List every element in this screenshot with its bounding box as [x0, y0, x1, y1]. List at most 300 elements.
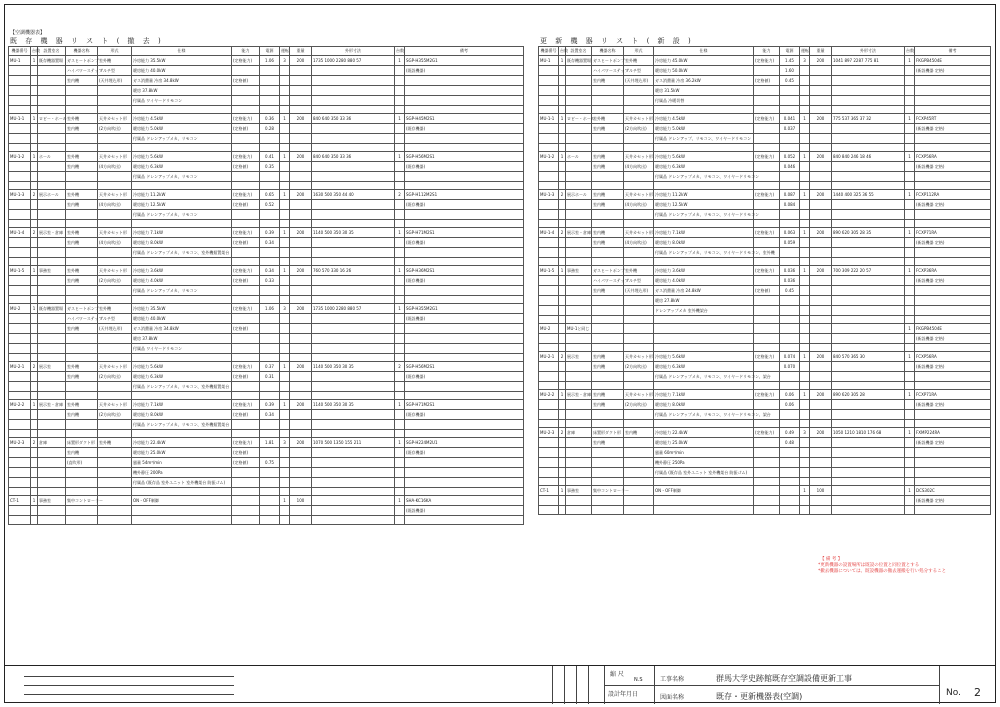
table-cell [780, 134, 800, 144]
table-cell [559, 76, 566, 86]
table-cell: 室外機 [66, 362, 98, 372]
column-header: 能力 [232, 47, 260, 56]
table-cell [290, 200, 312, 210]
spacer-cell [9, 516, 31, 525]
table-row [9, 468, 524, 478]
table-cell [754, 200, 780, 210]
table-cell: (定格値) [232, 324, 260, 334]
table-row [9, 162, 524, 172]
table-cell: FCXP36RA [915, 266, 991, 276]
table-cell: FCXP56RA [915, 152, 991, 162]
group-spacer [9, 258, 524, 266]
table-cell [592, 210, 624, 220]
spacer-cell [915, 220, 991, 228]
table-cell: 暖房能力 6.3kW [654, 362, 754, 372]
table-cell: (定格能力) [232, 362, 260, 372]
spacer-cell [232, 220, 260, 228]
spacer-cell [31, 354, 38, 362]
spacer-cell [312, 430, 395, 438]
spacer-cell [98, 392, 132, 400]
table-cell: 200 [810, 152, 832, 162]
spacer-cell [132, 220, 232, 228]
table-cell [592, 448, 624, 458]
table-cell [280, 314, 290, 324]
project-name: 群馬大学史跡館既存空調設備更新工事 [716, 674, 852, 683]
table-cell [800, 334, 810, 344]
table-cell: 1 [280, 266, 290, 276]
table-cell: 0.36 [260, 114, 280, 124]
table-row [539, 200, 991, 210]
table-cell [232, 334, 260, 344]
spacer-cell [38, 430, 66, 438]
table-cell: 天井カセット形 [624, 190, 654, 200]
table-cell [592, 496, 624, 506]
spacer-cell [810, 144, 832, 152]
table-cell: SGP-H224M2U1 [405, 438, 524, 448]
table-cell [800, 210, 810, 220]
table-cell [9, 334, 31, 344]
spacer-cell [66, 258, 98, 266]
spacer-cell [566, 420, 592, 428]
table-cell [592, 296, 624, 306]
table-cell [754, 296, 780, 306]
table-cell: 暖房能力 12.5kW [654, 200, 754, 210]
table-cell [566, 458, 592, 468]
table-cell [9, 162, 31, 172]
table-cell [260, 506, 280, 516]
table-cell [559, 248, 566, 258]
table-cell: 3 [800, 56, 810, 66]
column-header: 形式 [624, 47, 654, 56]
table-cell [232, 382, 260, 392]
table-cell [395, 162, 405, 172]
table-cell [395, 76, 405, 86]
table-cell [38, 210, 66, 220]
table-cell: 1630 500 350 44 40 [312, 190, 395, 200]
table-cell: 1.06 [260, 304, 280, 314]
spacer-cell [810, 182, 832, 190]
table-row [539, 248, 991, 258]
table-cell [98, 420, 132, 430]
spacer-cell [38, 354, 66, 362]
table-cell [31, 506, 38, 516]
table-cell [915, 86, 991, 96]
table-row [539, 152, 991, 162]
table-cell [559, 296, 566, 306]
table-cell [405, 172, 524, 182]
table-cell [31, 124, 38, 134]
spacer-cell [260, 392, 280, 400]
table-cell: (定格能力) [754, 190, 780, 200]
table-cell [810, 162, 832, 172]
spacer-cell [260, 182, 280, 190]
table-cell [832, 334, 905, 344]
spacer-cell [9, 220, 31, 228]
table-cell: 室内機 [66, 124, 98, 134]
table-cell [654, 496, 754, 506]
table-cell [592, 86, 624, 96]
table-cell [9, 506, 31, 516]
table-cell [405, 478, 524, 488]
spacer-cell [98, 516, 132, 525]
spacer-cell [539, 106, 559, 114]
table-cell [905, 76, 915, 86]
spacer-cell [9, 258, 31, 266]
table-cell: 天井カセット形 [98, 114, 132, 124]
spacer-cell [624, 258, 654, 266]
table-cell [38, 124, 66, 134]
table-cell [559, 496, 566, 506]
table-cell: (定格値) [232, 76, 260, 86]
column-header: 備考 [405, 47, 524, 56]
spacer-cell [232, 354, 260, 362]
table-cell: 暖房能力 8.0kW [132, 238, 232, 248]
spacer-cell [566, 220, 592, 228]
table-cell [654, 334, 754, 344]
spacer-cell [566, 106, 592, 114]
table-cell: ガスヒートポンプ [592, 266, 624, 276]
table-cell [312, 66, 395, 76]
spacer-cell [905, 420, 915, 428]
table-cell [280, 200, 290, 210]
table-cell: 付属品 (既存品 室外ユニット 室外機架台 防振ゴム) [132, 478, 232, 488]
table-cell [98, 344, 132, 354]
document-label: 【空調機器表】 [10, 30, 46, 36]
table-cell [539, 334, 559, 344]
spacer-cell [754, 420, 780, 428]
table-row [9, 496, 524, 506]
table-cell [9, 66, 31, 76]
table-cell: 1 [559, 114, 566, 124]
spacer-cell [31, 220, 38, 228]
spacer-cell [31, 182, 38, 190]
spacer-cell [905, 106, 915, 114]
spacer-cell [98, 106, 132, 114]
table-cell: 天井カセット形 [98, 362, 132, 372]
table-cell [566, 96, 592, 106]
table-cell [66, 506, 98, 516]
table-cell [566, 210, 592, 220]
table-cell [566, 238, 592, 248]
spacer-cell [395, 144, 405, 152]
table-cell [810, 468, 832, 478]
table-cell [754, 124, 780, 134]
table-cell [312, 478, 395, 488]
table-cell: 1 [31, 304, 38, 314]
table-cell [915, 172, 991, 182]
table-row [539, 410, 991, 420]
table-cell [905, 96, 915, 106]
table-cell [832, 362, 905, 372]
table-cell: 付属品 ドレンアップメカ、リモコン、ワイヤードリモコン [654, 210, 754, 220]
table-cell [780, 468, 800, 478]
table-cell: 室内機 [592, 286, 624, 296]
table-row [539, 486, 991, 496]
spacer-cell [405, 106, 524, 114]
column-header: 機器名称 [66, 47, 98, 56]
table-cell: 天井カセット形 [624, 152, 654, 162]
divider [576, 666, 577, 704]
table-cell [312, 276, 395, 286]
table-cell [31, 410, 38, 420]
table-row [9, 114, 524, 124]
spacer-cell [559, 220, 566, 228]
spacer-cell [98, 182, 132, 190]
table-cell [566, 448, 592, 458]
table-row [539, 124, 991, 134]
table-cell [9, 286, 31, 296]
table-cell [624, 306, 654, 316]
table-cell [290, 382, 312, 392]
spacer-cell [232, 182, 260, 190]
spacer-cell [290, 182, 312, 190]
spacer-cell [38, 392, 66, 400]
table-cell: 冷房能力 3.6kW [654, 266, 754, 276]
table-cell [66, 286, 98, 296]
table-cell: (定格値) [232, 410, 260, 420]
table-cell [800, 458, 810, 468]
table-cell [98, 478, 132, 488]
table-cell: CT-1 [9, 496, 31, 506]
spacer-cell [290, 144, 312, 152]
table-cell [832, 286, 905, 296]
group-spacer [539, 382, 991, 390]
spacer-cell [654, 220, 754, 228]
table-cell: FXMP224RA [915, 428, 991, 438]
table-cell [559, 162, 566, 172]
table-cell [312, 248, 395, 258]
table-cell: 1 [559, 390, 566, 400]
table-cell: 0.059 [780, 238, 800, 248]
table-cell: 付属品 ワイヤードリモコン [132, 344, 232, 354]
table-cell: 0.036 [780, 266, 800, 276]
table-cell [31, 468, 38, 478]
spacer-cell [66, 144, 98, 152]
table-cell [905, 372, 915, 382]
table-cell: 室内機 [592, 352, 624, 362]
spacer-cell [312, 106, 395, 114]
table-cell [539, 362, 559, 372]
scale-value: N.S [634, 677, 643, 683]
spacer-cell [832, 506, 905, 515]
spacer-cell [754, 220, 780, 228]
table-cell: MU-2-3 [539, 428, 559, 438]
table-cell: 暖房能力 4.0kW [654, 276, 754, 286]
table-cell: MU-1と同じ [566, 324, 592, 334]
table-cell [810, 334, 832, 344]
table-cell [312, 410, 395, 420]
table-cell: 付属品 冷暖切替 [654, 96, 754, 106]
table-cell: ハイパワーステップ [592, 276, 624, 286]
spacer-cell [232, 144, 260, 152]
table-row [539, 334, 991, 344]
table-cell [559, 372, 566, 382]
table-cell [312, 124, 395, 134]
spacer-cell [754, 106, 780, 114]
spacer-cell [232, 430, 260, 438]
table-cell: 天井カセット形 [624, 114, 654, 124]
table-cell [539, 210, 559, 220]
table-cell: (天井埋込形) [98, 324, 132, 334]
table-cell: (定格値) [232, 372, 260, 382]
table-cell [832, 86, 905, 96]
spacer-cell [405, 516, 524, 525]
table-cell [66, 172, 98, 182]
table-cell: 付属品 ドレンアップメカ、リモコン [132, 210, 232, 220]
table-cell: 0.070 [780, 362, 800, 372]
spacer-cell [405, 488, 524, 496]
column-header: 備考 [915, 47, 991, 56]
table-cell [559, 448, 566, 458]
table-cell: ガス消費量 冷房 24.8kW [654, 286, 754, 296]
table-cell [232, 96, 260, 106]
table-cell [754, 362, 780, 372]
spacer-cell [592, 106, 624, 114]
table-cell [780, 324, 800, 334]
table-cell: (定格値) [232, 124, 260, 134]
table-cell [280, 172, 290, 182]
spacer-cell [654, 258, 754, 266]
spacer-cell [780, 420, 800, 428]
table-cell: ガス消費量 冷房 34.8kW [132, 76, 232, 86]
table-cell [810, 200, 832, 210]
table-cell: 事務室 [38, 496, 66, 506]
spacer-cell [31, 392, 38, 400]
table-cell: SGP-H36M2S1 [405, 266, 524, 276]
table-cell: 室内機 [592, 200, 624, 210]
spacer-cell [810, 316, 832, 324]
spacer-cell [38, 144, 66, 152]
table-cell: 展示室・倉庫 [566, 228, 592, 238]
table-cell [810, 238, 832, 248]
table-cell: MU-2 [539, 324, 559, 334]
remarks-note [818, 557, 946, 575]
spacer-cell [800, 316, 810, 324]
table-cell: 天井カセット形 [98, 152, 132, 162]
table-cell [9, 410, 31, 420]
table-cell [31, 314, 38, 324]
spacer-cell [559, 478, 566, 486]
spacer-cell [559, 420, 566, 428]
spacer-cell [810, 258, 832, 266]
table-cell: ガスヒートポンプ [66, 304, 98, 314]
spacer-cell [654, 382, 754, 390]
table-cell [832, 210, 905, 220]
table-cell [66, 134, 98, 144]
table-cell: マルチ型 [98, 66, 132, 76]
table-cell [395, 372, 405, 382]
table-cell: (4方向吹出) [624, 162, 654, 172]
table-cell [539, 276, 559, 286]
column-header: 台数 [395, 47, 405, 56]
column-header: 機器名称 [592, 47, 624, 56]
table-cell [260, 66, 280, 76]
table-row [9, 372, 524, 382]
table-cell [624, 134, 654, 144]
table-cell: (天井埋込形) [624, 286, 654, 296]
table-cell [754, 306, 780, 316]
table-row [9, 66, 524, 76]
group-spacer [539, 258, 991, 266]
divider [604, 685, 939, 686]
table-cell: 1 [905, 190, 915, 200]
table-cell: (天井埋込形) [624, 76, 654, 86]
table-cell [280, 382, 290, 392]
table-cell [280, 162, 290, 172]
table-cell [312, 210, 395, 220]
table-cell [312, 162, 395, 172]
table-row [539, 190, 991, 200]
table-cell: 室内機 [592, 162, 624, 172]
drawing-number: 2 [974, 686, 981, 699]
table-cell: MU-1-3 [539, 190, 559, 200]
table-cell: (新設機器 定格) [915, 66, 991, 76]
table-row [539, 362, 991, 372]
table-cell: 890 620 305 28 35 [832, 228, 905, 238]
table-cell [280, 96, 290, 106]
table-cell: 3 [280, 438, 290, 448]
group-spacer [539, 316, 991, 324]
table-cell: 既存機器置場 [38, 304, 66, 314]
table-cell: 1041 897 2287 775 81 [832, 56, 905, 66]
table-cell [539, 448, 559, 458]
spacer-cell [38, 488, 66, 496]
column-header: 外形寸法 [312, 47, 395, 56]
table-cell [280, 210, 290, 220]
table-cell [232, 344, 260, 354]
spacer-cell [9, 106, 31, 114]
table-cell [754, 400, 780, 410]
table-cell: ハイパワーステップ [66, 314, 98, 324]
table-row [9, 286, 524, 296]
table-row [9, 506, 524, 516]
table-cell [592, 458, 624, 468]
table-cell [810, 76, 832, 86]
table-cell [566, 124, 592, 134]
table-cell [405, 344, 524, 354]
group-spacer [9, 144, 524, 152]
table-cell: 付属品 ドレンアップメカ、リモコン、ワイヤードリモコン、架台 [654, 410, 754, 420]
table-cell [232, 172, 260, 182]
group-spacer [9, 430, 524, 438]
table-cell: (既存機器) [405, 410, 524, 420]
table-cell: 展示室 [566, 352, 592, 362]
table-cell [832, 468, 905, 478]
column-header: 仕様 [654, 47, 754, 56]
table-cell: 0.37 [260, 362, 280, 372]
group-spacer [9, 354, 524, 362]
spacer-cell [290, 296, 312, 304]
table-cell [559, 172, 566, 182]
spacer-cell [395, 392, 405, 400]
table-cell [810, 276, 832, 286]
table-cell [566, 296, 592, 306]
table-cell: 840 570 365 30 [832, 352, 905, 362]
table-cell [566, 162, 592, 172]
spacer-cell [38, 182, 66, 190]
table-cell [800, 324, 810, 334]
table-cell: (定格値) [232, 200, 260, 210]
table-cell [832, 172, 905, 182]
table-cell [539, 468, 559, 478]
table-cell: (既存機器) [405, 162, 524, 172]
table-cell [754, 486, 780, 496]
table-cell [810, 172, 832, 182]
table-cell: 付属品 ドレンアップメカ、リモコン、室外機据置架台 [132, 248, 232, 258]
spacer-cell [810, 344, 832, 352]
table-cell [280, 134, 290, 144]
table-cell [832, 296, 905, 306]
